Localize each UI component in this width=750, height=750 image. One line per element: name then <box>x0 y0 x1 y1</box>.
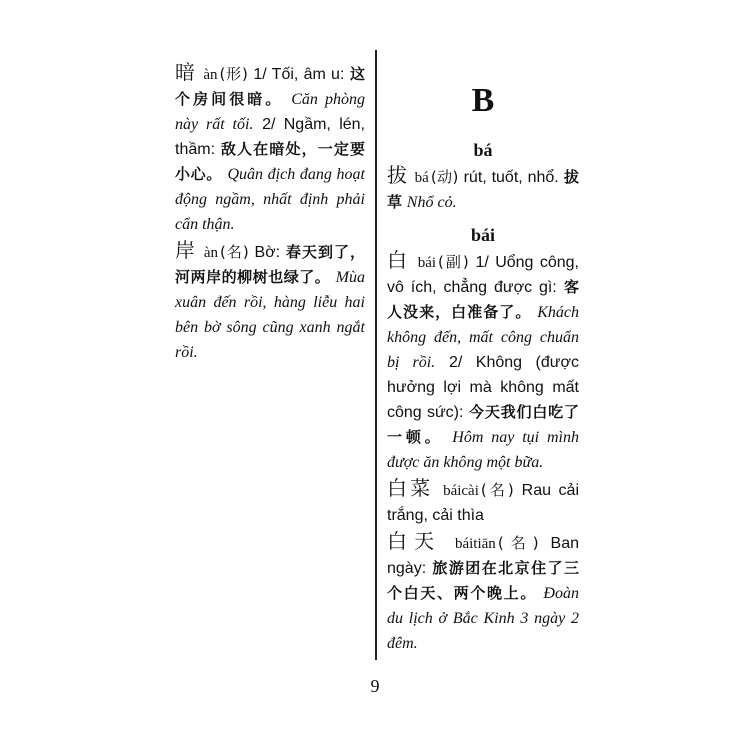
example-chinese: 拔草 <box>387 168 579 211</box>
example-translation: Căn phòng này rất tối. <box>175 91 365 133</box>
definition: 1/ Uổng công, vô ích, chẳng được gì: <box>387 254 579 296</box>
example-translation: Đoàn du lịch ở Bắc Kinh 3 ngày 2 đêm. <box>387 585 579 652</box>
example-chinese: 旅游团在北京住了三个白天、两个晚上。 <box>387 559 579 602</box>
example-chinese: 这个房间很暗。 <box>175 65 365 108</box>
left-column <box>175 62 365 365</box>
column-divider <box>375 50 377 660</box>
entry-an-dark <box>175 62 365 237</box>
pinyin: bái <box>417 255 437 271</box>
example-translation-2: Quân địch đang hoạt động ngầm, nhất định phải cẩn thận. <box>175 166 365 233</box>
pinyin: bá <box>414 170 429 186</box>
syllable-heading-bai: bái <box>470 225 495 245</box>
syllable-heading-ba: bá <box>473 140 493 160</box>
pinyin: àn <box>203 67 218 83</box>
part-of-speech: (形) <box>219 65 248 83</box>
pinyin: àn <box>203 245 218 261</box>
headword: 白菜 <box>387 476 434 500</box>
example-chinese: 客人没来，白准备了。 <box>387 278 579 321</box>
part-of-speech: (名) <box>480 481 514 499</box>
definition: 1/ Tối, âm u: <box>253 66 345 83</box>
headword: 暗 <box>175 60 196 84</box>
part-of-speech: (动) <box>430 168 459 186</box>
entry-baitian <box>387 531 579 656</box>
entry-ba-pull <box>387 165 579 215</box>
page-number: 9 <box>370 676 380 696</box>
example-chinese: 春天到了，河两岸的柳树也绿了。 <box>175 243 365 286</box>
definition: Ban ngày: <box>387 535 579 577</box>
headword: 拔 <box>387 163 408 187</box>
definition: Rau cải trắng, cải thìa <box>387 482 579 524</box>
entry-baicai <box>387 478 579 528</box>
definition: rút, tuốt, nhổ. <box>463 169 559 186</box>
headword: 白天 <box>387 529 442 553</box>
example-chinese-2: 今天我们白吃了一顿。 <box>387 403 579 446</box>
headword: 白 <box>387 248 409 272</box>
entry-bai-white <box>387 250 579 475</box>
example-translation: Khách không đến, mất công chuẩn bị rồi. <box>387 304 579 371</box>
part-of-speech: (名) <box>219 243 249 261</box>
example-translation: Nhổ cỏ. <box>406 194 457 211</box>
definition-2: 2/ Ngầm, lén, thầm: <box>175 116 365 158</box>
part-of-speech: (名) <box>497 534 539 552</box>
pinyin: báicài <box>443 483 479 499</box>
pinyin: báitiān <box>454 536 496 552</box>
example-translation: Mùa xuân đến rồi, hàng liễu hai bên bờ sông cũng xanh ngắt rồi. <box>175 269 365 361</box>
part-of-speech: (副) <box>438 253 469 271</box>
headword: 岸 <box>175 238 197 262</box>
right-column <box>387 62 579 656</box>
example-translation-2: Hôm nay tụi mình được ăn không một bữa. <box>387 429 579 471</box>
section-letter: B <box>471 82 495 119</box>
entry-an-shore <box>175 240 365 365</box>
definition: Bờ: <box>254 244 281 261</box>
definition-2: 2/ Không (được hưởng lợi mà không mất công sức): <box>387 354 579 421</box>
example-chinese-2: 敌人在暗处，一定要小心。 <box>175 140 365 183</box>
